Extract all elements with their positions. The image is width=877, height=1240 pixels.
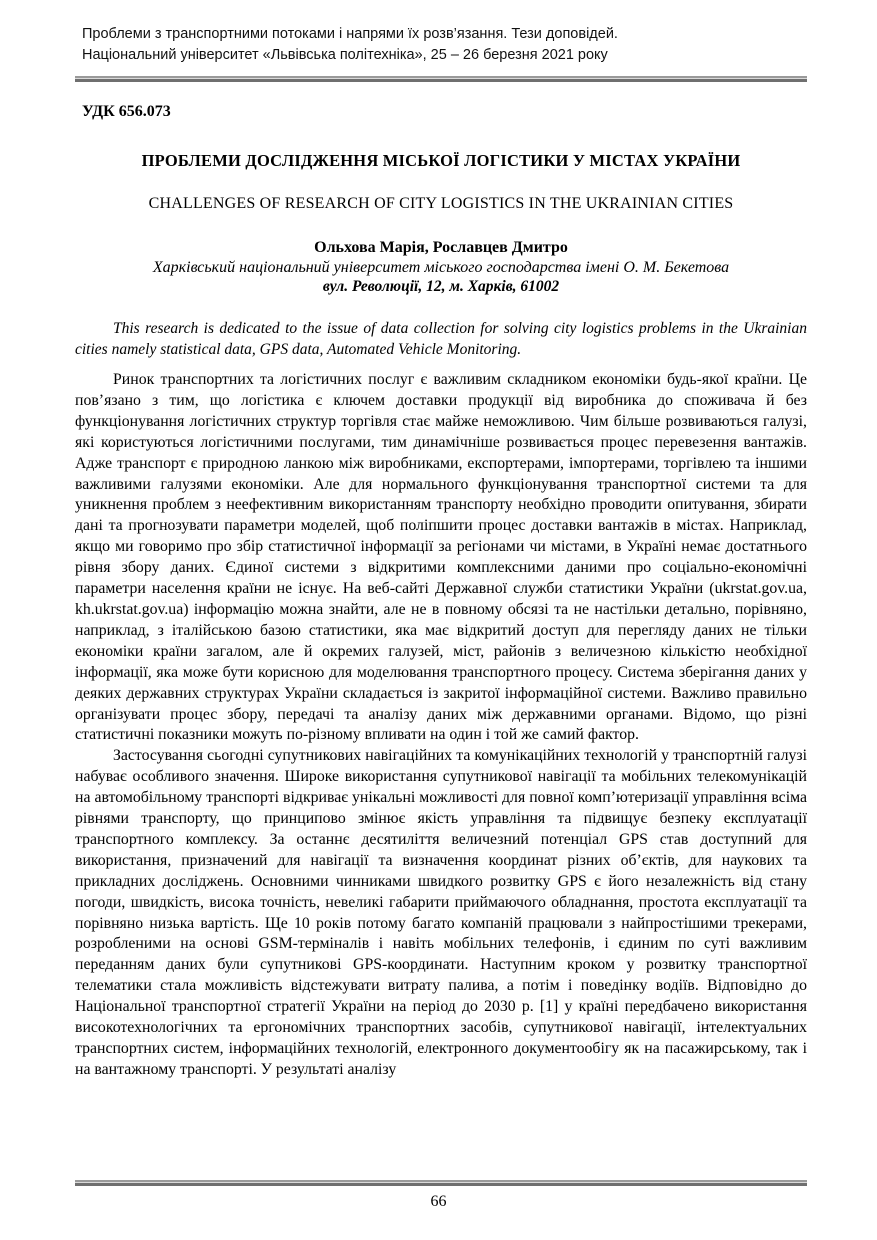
authors-line: Ольхова Марія, Рославцев Дмитро [314, 239, 568, 256]
affiliation-line: Харківський національний університет міського господарства імені О. М. Бекетова [152, 259, 730, 276]
article-body [75, 370, 807, 1081]
body-paragraph-1: Ринок транспортних та логістичних послуг є важливим складником економіки будь-якої країни. Це пов’язано з тим, що логістика є ключем доставки продукції від виробника до споживача й без функціонування логістичних структур торгівля стає майже неможливою. Чим більше розвиваються галузі, які користуються логістичними послугами, тим динамічніше розвивається процес перевезення вантажів. Адже транспорт є природною ланкою між виробниками, експортерами, імпортерами, торгівлею та іншими важливими галузями економіки. Але для нормального функціонування транспортної системи та для уникнення проблем з неефективним використанням транспорту необхідно проводити опитування, збирати дані та прогнозувати параметри моделей, щоб поліпшити процес доставки вантажів в містах. Наприклад, якщо ми говоримо про збір статистичної інформації за регіонами чи містами, в Україні немає достатнього рівня збору даних. Єдиної системи з відкритими комплексними даними про соціально-економічні параметри населення країни не існує. На веб-сайті Державної служби статистики України (ukrstat.gov.ua, kh.ukrstat.gov.ua) інформацію можна знайти, але не в повному обсязі та не настільки детально, порівняно, наприклад, з італійською базою статистики, яка має відкритий доступ для перегляду даних не тільки економіки країни загалом, але й окремих галузей, міст, районів з величезною кількістю необхідної інформації, яка може бути корисною для моделювання транспортного процесу. Система зберігання даних у деяких державних структурах України складається із закритої інформаційної системи. Важливо правильно організувати процес збору, передачі та аналізу даних між державними органами. Відомо, що різні статистичні показники можуть по-різному впливати на один і той же самий фактор. [75, 371, 807, 744]
header-separator-rule [75, 76, 807, 83]
udc-code: УДК 656.073 [82, 103, 171, 120]
page-number: 66 [430, 1193, 447, 1210]
running-head [82, 24, 807, 66]
article-title-english: CHALLENGES OF RESEARCH OF CITY LOGISTICS IN THE UKRAINIAN CITIES [148, 195, 734, 212]
address-line: вул. Революції, 12, м. Харків, 61002 [322, 278, 560, 295]
page-content [75, 0, 807, 1081]
running-head-line-1: Проблеми з транспортними потоками і напрями їх розв’язання. Тези доповідей. [82, 26, 618, 42]
running-head-line-2: Національний університет «Львівська політехніка», 25 – 26 березня 2021 року [82, 47, 608, 63]
footer-separator-rule [75, 1180, 807, 1187]
abstract-text: This research is dedicated to the issue of data collection for solving city logistics problems in the Ukrainian cities namely statistical data, GPS data, Automated Vehicle Monitoring. [75, 320, 807, 358]
article-title-ukrainian: ПРОБЛЕМИ ДОСЛІДЖЕННЯ МІСЬКОЇ ЛОГІСТИКИ У МІСТАХ УКРАЇНИ [141, 151, 741, 170]
body-paragraph-2: Застосування сьогодні супутникових навігаційних та комунікаційних технологій у транспортній галузі набуває особливого значення. Широке використання супутникової навігації та мобільних телекомунікацій на автомобільному транспорті відкриває унікальні можливості для повної комп’ютеризації управління всіма рівнями транспорту, що принципово змінює якість управління та підвищує безпеку експлуатації транспортного комплексу. За останнє десятиліття величезний потенціал GPS став доступний для використання, призначений для навігації та визначення координат різних об’єктів, для наукових та прикладних досліджень. Основними чинниками швидкого розвитку GPS є його незалежність від стану погоди, швидкість, висока точність, невеликі габарити приймаючого обладнання, простота експлуатації та порівняно низька вартість. Ще 10 років потому багато компаній працювали з найпростішими трекерами, розробленими на основі GSM-терміналів і навіть мобільних телефонів, і єдиним по суті важливим переданням даних були супутникові GPS-координати. Наступним кроком у розвитку транспортної телематики стала можливість відстежувати витрату палива, а потім і поведінку водіїв. Відповідно до Національної транспортної стратегії України на період до 2030 р. [1] у країні передбачено використання високотехнологічних та ергономічних транспортних засобів, супутникової навігації, інтелектуальних транспортних систем, інформаційних технологій, електронного документообігу як на пасажирському, так і на вантажному транспорті. У результаті аналізу [75, 747, 807, 1078]
